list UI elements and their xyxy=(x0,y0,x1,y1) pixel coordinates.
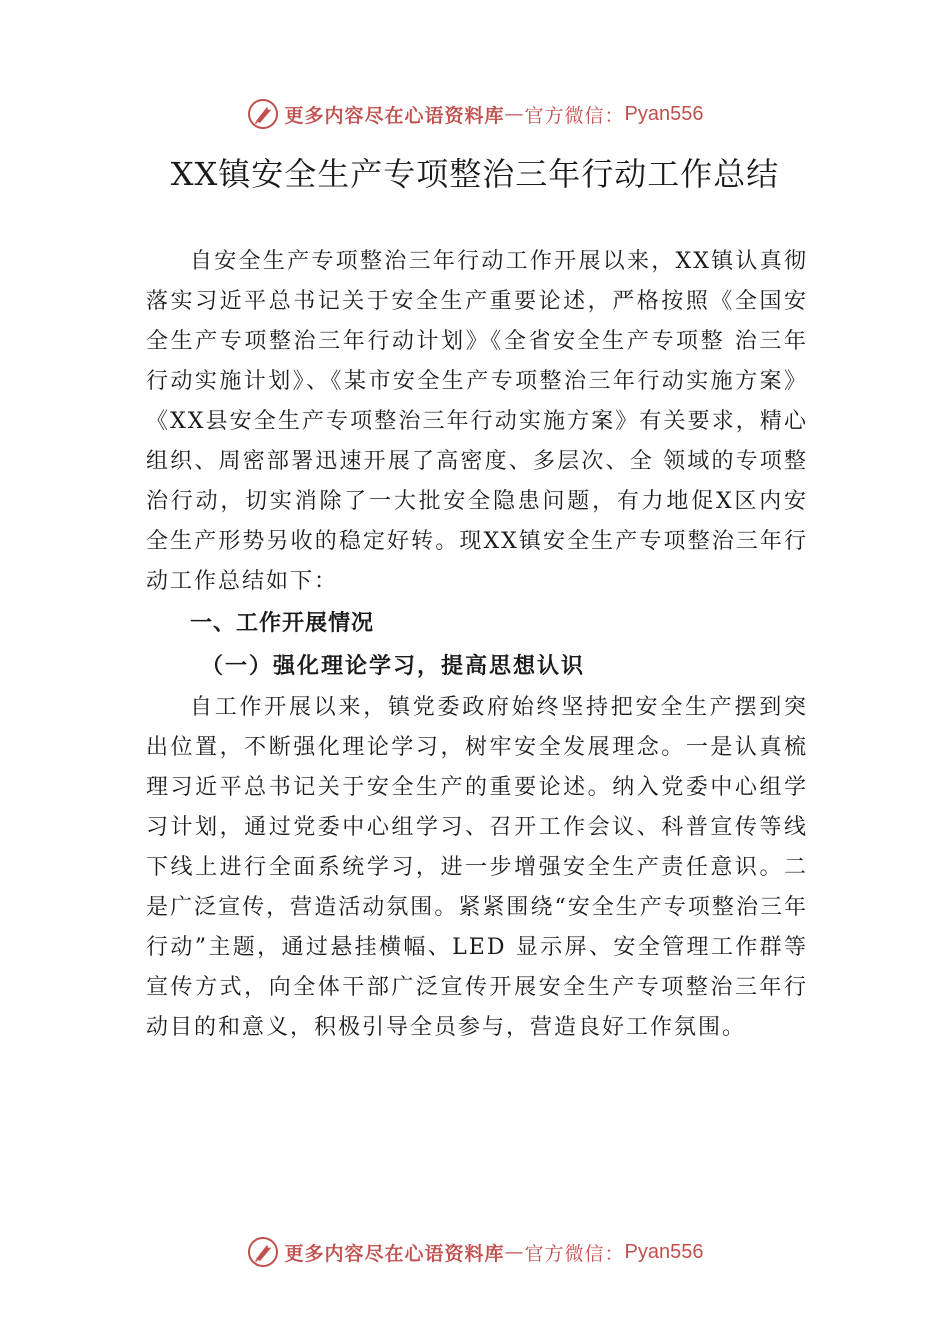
watermark-official-label: 官方微信： xyxy=(524,104,625,127)
watermark-wechat-id: Pyan556 xyxy=(624,102,704,125)
pen-nib-logo-icon xyxy=(247,98,279,130)
section-heading-1: 一、工作开展情况 xyxy=(190,611,375,636)
watermark-footer xyxy=(0,1232,950,1272)
subsection-paragraph-1: 自工作开展以来，镇党委政府始终坚持把安全生产摆到突出位置，不断强化理论学习，树牢安全发展理念。一是认真梳理习近平总书记关于安全生产的重要论述。纳入党委中心组学习计划，通过党委中心组学习、召开工作会议、科普宣传等线下线上进行全面系统学习，进一步增强安全生产责任意识。二是广泛宣传，营造活动氛围。紧紧围绕“安全生产专项整治三年行动”主题，通过悬挂横幅、LED 显示屏、安全管理工作群等宣传方式，向全体干部广泛宣传开展安全生产专项整治三年行动目的和意义，积极引导全员参与，营造良好工作氛围。 xyxy=(146,695,808,1040)
pen-nib-logo-icon xyxy=(247,1236,279,1268)
watermark-separator: — xyxy=(504,1241,525,1263)
document-title: XX镇安全生产专项整治三年行动工作总结 xyxy=(170,155,780,193)
watermark-text: 更多内容尽在心语资料库 xyxy=(284,104,505,127)
subsection-heading-1: （一）强化理论学习，提高思想认识 xyxy=(201,653,586,679)
watermark-official-label: 官方微信： xyxy=(524,1242,625,1265)
watermark-separator: — xyxy=(504,103,525,125)
watermark-header xyxy=(0,94,950,134)
watermark-wechat-id: Pyan556 xyxy=(624,1240,704,1263)
watermark-text: 更多内容尽在心语资料库 xyxy=(284,1242,505,1265)
document-body xyxy=(146,242,808,1048)
intro-paragraph: 自安全生产专项整治三年行动工作开展以来，XX镇认真彻落实习近平总书记关于安全生产重要论述，严格按照《全国安全生产专项整治三年行动计划》《全省安全生产专项整 治三年行动实施计划》、《某市安全生产专项整治三年行动实施方案》《XX县安全生产专项整治三年行动实施方案》有关要求，精心组织、周密部署迅速开展了高密度、多层次、全 领域的专项整治行动，切实消除了一大批安全隐患问题，有力地促X区内安全生产形势另收的稳定好转。现XX镇安全生产专项整治三年行动工作总结如下： xyxy=(146,249,808,594)
